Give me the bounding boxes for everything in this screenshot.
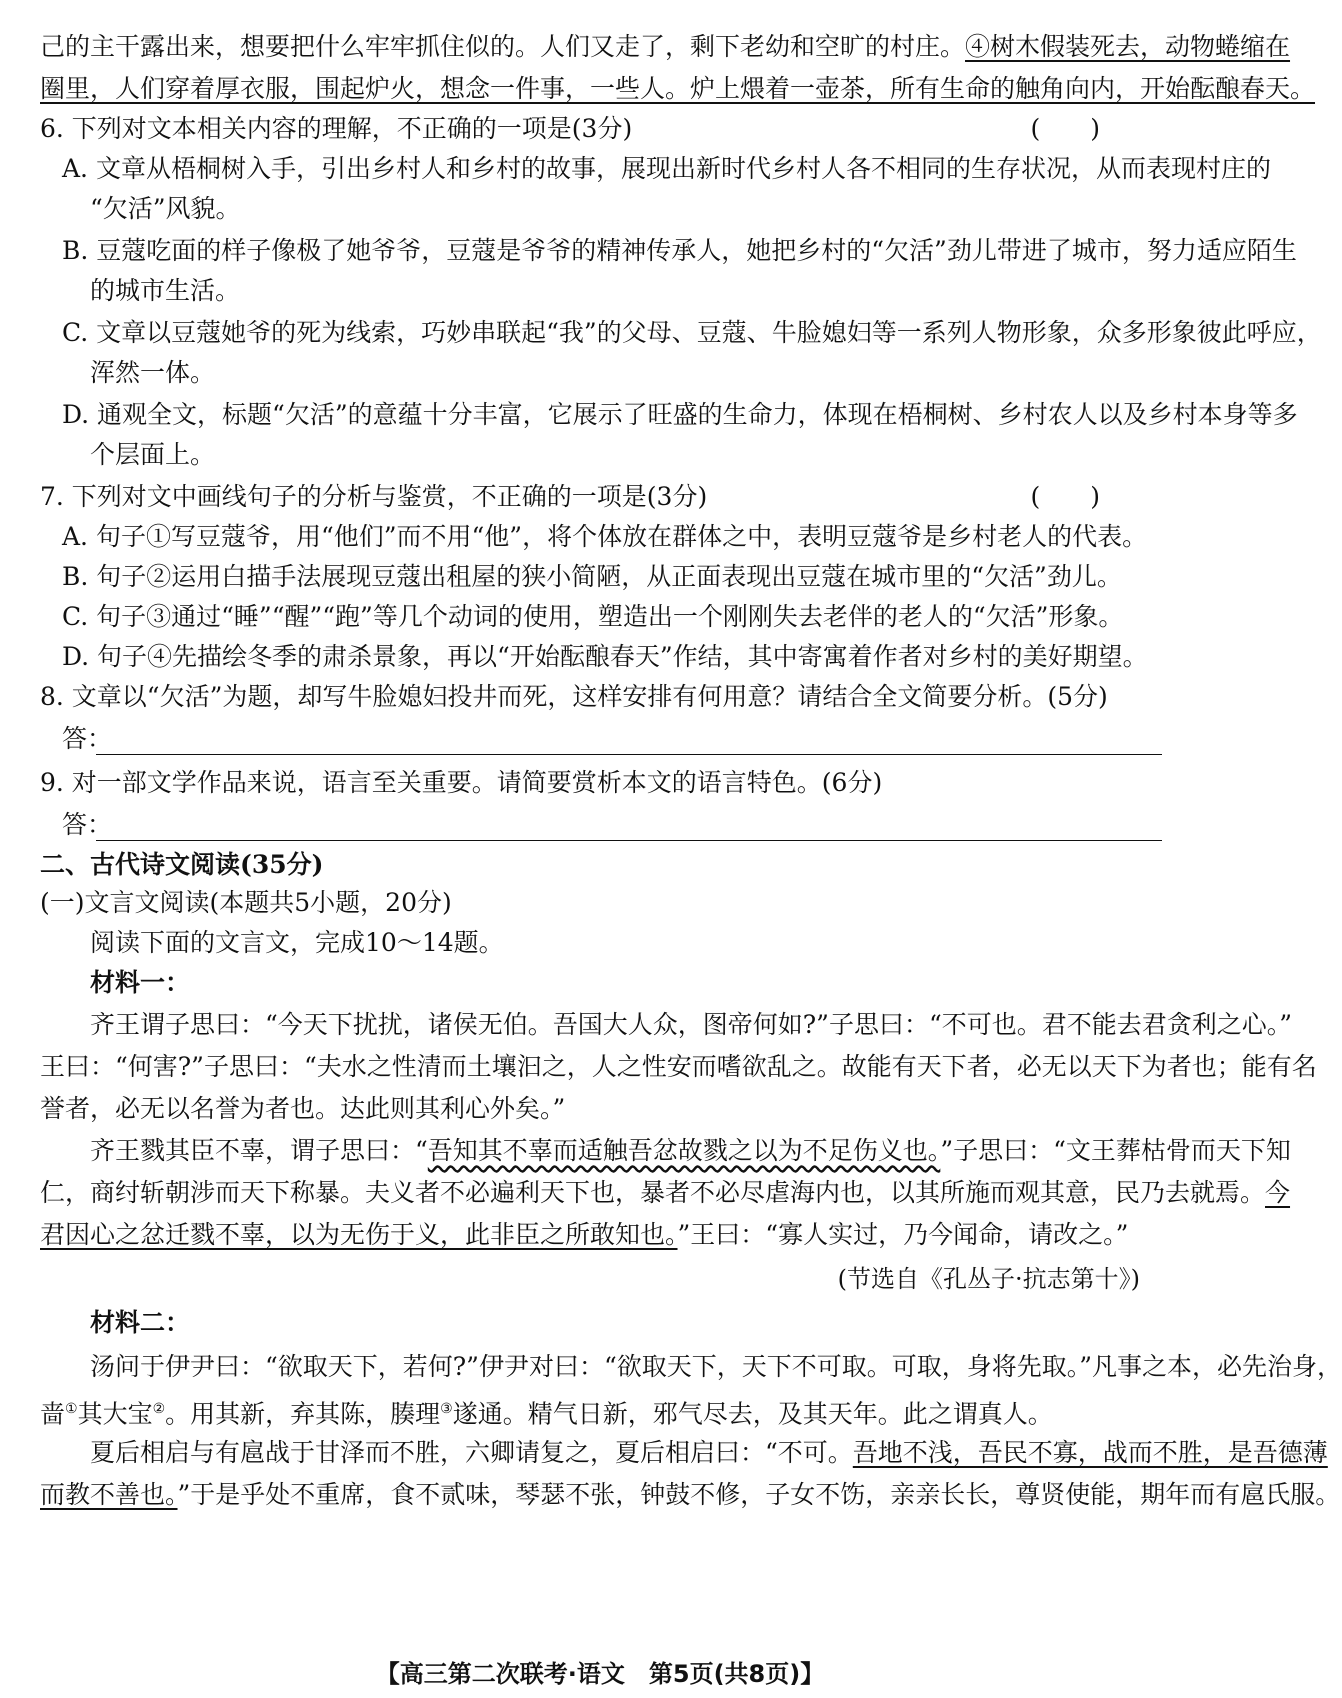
q6-option-a: A. 文章从梧桐树入手，引出乡村人和乡村的故事，展现出新时代乡村人各不相同的生存状况，从而表现村庄的 — [62, 154, 1271, 183]
underlined-sentence: 君因心之忿迁戮不辜，以为无伤于义，此非臣之所敢知也。 — [40, 1220, 678, 1249]
material-2-text: 汤问于伊尹曰：“欲取天下，若何?”伊尹对曰：“欲取天下，天下不可取。可取，身将先取。”凡事之本，必先治身， — [90, 1352, 1342, 1381]
section-2-title: 二、古代诗文阅读(35分) — [40, 850, 324, 879]
material-2-text: 啬①其大宝②。用其新，弃其陈，腠理③遂通。精气日新，邪气尽去，及其天年。此之谓真人。 — [40, 1399, 1053, 1429]
material-1-text: 齐王谓子思曰：“今天下扰扰，诸侯无伯。吾国大人众，图帝何如?”子思曰：“不可也。君不能去君贪利之心。” — [90, 1010, 1293, 1039]
q7-option-b: B. 句子②运用白描手法展现豆蔻出租屋的狭小简陋，从正面表现出豆蔻在城市里的“欠活”劲儿。 — [62, 562, 1122, 591]
answer-bracket[interactable]: ( ) — [1030, 114, 1100, 143]
q7-option-d: D. 句子④先描绘冬季的肃杀景象，再以“开始酝酿春天”作结，其中寄寓着作者对乡村的美好期望。 — [62, 642, 1148, 671]
question-7-stem: 7. 下列对文中画线句子的分析与鉴赏，不正确的一项是(3分) ( ) — [40, 480, 1160, 514]
material-1-text: 齐王戮其臣不辜，谓子思曰：“吾知其不辜而适触吾忿故戮之以为不足伤义也。”子思曰：“文王葬枯骨而天下知 — [90, 1136, 1291, 1165]
section-2-instruction: 阅读下面的文言文，完成10～14题。 — [90, 928, 504, 957]
underlined-sentence: 吾地不浅，吾民不寡，战而不胜，是吾德薄 — [852, 1438, 1328, 1467]
q7-option-c: C. 句子③通过“睡”“醒”“跑”等几个动词的使用，塑造出一个刚刚失去老伴的老人的“欠活”形象。 — [62, 602, 1124, 631]
q9-answer-line[interactable] — [62, 808, 1162, 842]
q6-option-b-cont: 的城市生活。 — [90, 276, 241, 305]
underlined-sentence: 今 — [1265, 1178, 1291, 1207]
q6-option-b: B. 豆蔻吃面的样子像极了她爷爷，豆蔻是爷爷的精神传承人，她把乡村的“欠活”劲儿带进了城市，努力适应陌生 — [62, 236, 1297, 265]
material-1-text: 君因心之忿迁戮不辜，以为无伤于义，此非臣之所敢知也。”王曰：“寡人实过，乃今闻命，请改之。” — [40, 1220, 1129, 1249]
question-8-stem: 8. 文章以“欠活”为题，却写牛脸媳妇投井而死，这样安排有何用意？请结合全文简要分析。(5分) — [40, 682, 1108, 711]
q6-option-c: C. 文章以豆蔻她爷的死为线索，巧妙串联起“我”的父母、豆蔻、牛脸媳妇等一系列人物形象，众多形象彼此呼应， — [62, 318, 1322, 347]
answer-bracket[interactable]: ( ) — [1030, 482, 1100, 511]
answer-label: 答： — [62, 810, 113, 839]
material-1-text: 仁，商纣斩朝涉而天下称暴。夫义者不必遍利天下也，暴者不必尽虐海内也，以其所施而观其意，民乃去就焉。今 — [40, 1178, 1291, 1207]
q8-answer-line[interactable] — [62, 722, 1162, 756]
answer-rule — [96, 754, 1162, 755]
q6-option-d-cont: 个层面上。 — [90, 440, 216, 469]
page-footer: 【高三第二次联考·语文 第5页(共8页)】 — [375, 1660, 825, 1688]
q7-option-a: A. 句子①写豆蔻爷，用“他们”而不用“他”，将个体放在群体之中，表明豆蔻爷是乡村老人的代表。 — [62, 522, 1148, 551]
material-2-label: 材料二： — [90, 1308, 191, 1337]
passage-line — [40, 72, 1316, 106]
q6-option-c-cont: 浑然一体。 — [90, 358, 216, 387]
footnote-mark: ① — [65, 1401, 78, 1417]
q6-option-d: D. 通观全文，标题“欠活”的意蕴十分丰富，它展示了旺盛的生命力，体现在梧桐树、乡村农人以及乡村本身等多 — [62, 400, 1298, 429]
section-2-subtitle: (一)文言文阅读(本题共5小题，20分) — [40, 888, 452, 917]
material-1-text: 王曰：“何害?”子思曰：“夫水之性清而土壤汩之，人之性安而嗜欲乱之。故能有天下者，必无以天下为者也；能有名 — [40, 1052, 1317, 1081]
material-2-text: 夏后相启与有扈战于甘泽而不胜，六卿请复之，夏后相启曰：“不可。吾地不浅，吾民不寡，战而不胜，是吾德薄 — [90, 1438, 1328, 1467]
passage-line: 己的主干露出来，想要把什么牢牢抓住似的。人们又走了，剩下老幼和空旷的村庄。④树木假装死去，动物蜷缩在 — [40, 32, 1291, 61]
question-9-stem: 9. 对一部文学作品来说，语言至关重要。请简要赏析本文的语言特色。(6分) — [40, 768, 883, 797]
material-1-source: (节选自《孔丛子·抗志第十》) — [837, 1265, 1140, 1293]
underlined-sentence-4: ④树木假装死去，动物蜷缩在 — [965, 32, 1291, 61]
footnote-mark: ② — [152, 1401, 166, 1417]
footnote-mark: ③ — [440, 1401, 453, 1417]
material-1-text: 誉者，必无以名誉为者也。达此则其利心外矣。” — [40, 1094, 566, 1123]
wavy-underlined-sentence: 吾知其不辜而适触吾忿故戮之以为不足伤义也。 — [427, 1136, 941, 1165]
question-6-stem: 6. 下列对文本相关内容的理解，不正确的一项是(3分) ( ) — [40, 112, 1160, 146]
material-1-label: 材料一： — [90, 968, 191, 997]
underlined-sentence: 而教不善也。 — [40, 1480, 178, 1509]
answer-rule — [96, 840, 1162, 841]
material-2-text: 而教不善也。”于是乎处不重席，食不贰味，琴瑟不张，钟鼓不修，子女不饬，亲亲长长，尊贤使能，期年而有扈氏服。 — [40, 1480, 1341, 1509]
answer-label: 答： — [62, 724, 113, 753]
underlined-sentence-4: 圈里，人们穿着厚衣服，围起炉火，想念一件事，一些人。炉上煨着一壶茶，所有生命的触角向内，开始酝酿春天。 — [40, 74, 1316, 103]
q6-option-a-cont: “欠活”风貌。 — [90, 194, 241, 223]
